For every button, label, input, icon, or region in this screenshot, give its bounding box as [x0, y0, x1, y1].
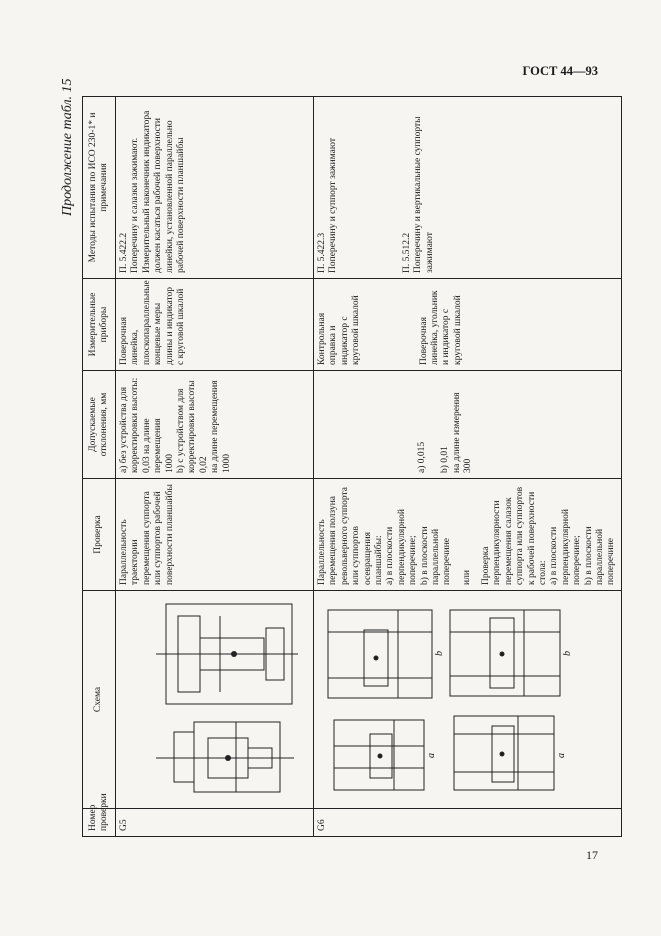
- column-header: Проверка: [83, 479, 116, 591]
- test-table: [82, 96, 622, 837]
- rotated-table-container: [82, 97, 617, 837]
- column-header: Методы испытания по ИСО 230-1* и примечания: [83, 97, 116, 279]
- check-alternative-or: или: [461, 570, 472, 585]
- check-description-part-2: Проверка перпендикулярности перемещения салазок суппорта или суппортов к рабочей поверхности стола: а) в плоскости перпендикулярной поперечине; b) в плоскости параллельной поперечине: [481, 486, 617, 585]
- measuring-instruments: [314, 279, 622, 371]
- check-description: Параллельность траектории перемещения суппорта или суппортов рабочей поверхности планшайбы: [116, 479, 314, 591]
- test-methods: П. 5.422.2 Поперечину и салазки зажимают. Измерительный наконечник индикатора должен касаться рабочей поверхности линейки, установленной параллельно рабочей поверхности планшайбы: [116, 97, 314, 279]
- tolerance-b: b) 0,01 на длине измерения 300: [440, 392, 474, 473]
- test-methods: [314, 97, 622, 279]
- column-header: Схема: [83, 591, 116, 809]
- schema-drawing-g6: [314, 591, 622, 809]
- schema-drawing-g5: [116, 591, 314, 809]
- check-description-part-1: Параллельность перемещения ползуна револьверного суппорта или суппортов осевращения планшайбы: а) в плоскости перпендикулярной поперечине; b) в плоскости параллельной поперечине: [317, 487, 453, 585]
- page-header: ГОСТ 44—93: [522, 64, 598, 78]
- schema-label-a: a: [556, 753, 567, 758]
- column-header: Допускаемые отклонения, мм: [83, 371, 116, 479]
- methods-part-1: П. 5.422.3 Поперечину и суппорт зажимают: [317, 138, 339, 273]
- schema-label-a: a: [426, 753, 437, 758]
- table-row: [314, 97, 622, 837]
- instruments-part-2: Поверочная линейка, угольник и индикатор с круговой шкалой: [418, 290, 463, 365]
- instruments-part-1: Контрольная оправка и индикатор с круговой шкалой: [317, 295, 362, 365]
- check-number: G6: [314, 809, 622, 837]
- check-description: [314, 479, 622, 591]
- schema-label-b: b: [434, 651, 445, 656]
- tolerance: а) без устройства для корректировки высоты: 0,03 на длине перемещения 1000 b) с устройством для корректировки высоты 0,02 на длине перемещения 1000: [116, 371, 314, 479]
- machine-schema-g5-image: [116, 590, 314, 808]
- measuring-instruments: Поверочная линейка, плоскопараллельные концевые меры длины и индикатор с круговой шкалой: [116, 279, 314, 371]
- page-number: 17: [586, 848, 598, 862]
- continuation-label: Продолжение табл. 15: [60, 78, 75, 216]
- tolerance: [314, 371, 622, 479]
- check-number: G5: [116, 809, 314, 837]
- methods-part-2: П. 5.512.2 Поперечину и вертикальные суппорты зажимают: [401, 116, 435, 273]
- table-header-row: [83, 97, 116, 837]
- column-header: Номер проверки: [83, 809, 116, 837]
- tolerance-a: а) 0,015: [417, 441, 427, 473]
- table-row: [116, 97, 314, 837]
- schema-label-b: b: [562, 651, 573, 656]
- column-header: Измерительные приборы: [83, 279, 116, 371]
- machine-schema-g6-image: [314, 590, 579, 808]
